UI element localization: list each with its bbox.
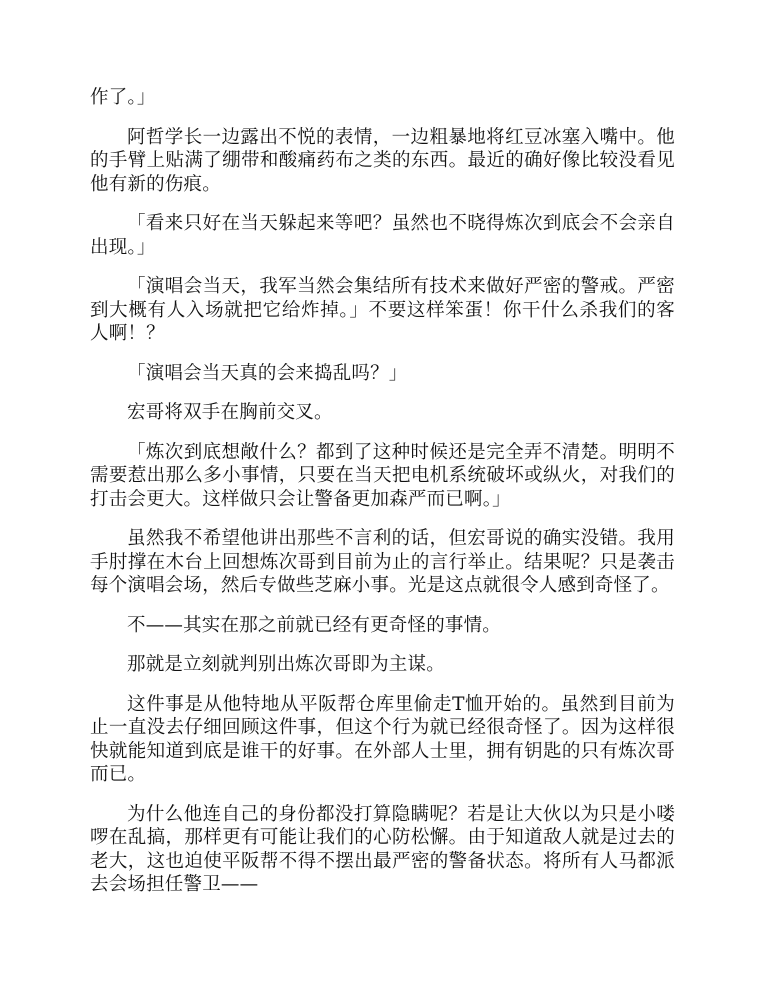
paragraph: 这件事是从他特地从平阪帮仓库里偷走T恤开始的。虽然到目前为止一直没去仔细回顾这件事，但这个行为就已经很奇怪了。因为这样很快就能知道到底是谁干的好事。在外部人士里，拥有钥匙的只有炼次哥而已。 [90,693,675,785]
paragraph: 「看来只好在当天躲起来等吧？虽然也不晓得炼次到底会不会亲自出现。」 [90,213,675,258]
paragraph: 「演唱会当天，我军当然会集结所有技术来做好严密的警戒。严密到大概有人入场就把它给炸掉。」不要这样笨蛋！你干什么杀我们的客人啊！？ [90,276,675,344]
paragraph: 作了。」 [90,87,156,108]
paragraph: 阿哲学长一边露出不悦的表情，一边粗暴地将红豆冰塞入嘴中。他的手臂上贴满了绷带和酸痛药布之类的东西。最近的确好像比较没看见他有新的伤痕。 [90,126,675,195]
paragraph: 「炼次到底想敞什么？都到了这种时候还是完全弄不清楚。明明不需要惹出那么多小事情，只要在当天把电机系统破坏或纵火，对我们的打击会更大。这样做只会让警备更加森严而已啊。」 [90,441,675,510]
paragraph: 虽然我不希望他讲出那些不言利的话，但宏哥说的确实没错。我用手肘撑在木台上回想炼次哥到目前为止的言行举止。结果呢？只是袭击每个演唱会场，然后专做些芝麻小事。光是这点就很令人感到奇怪了。 [90,528,675,596]
document-page [90,86,675,913]
paragraph: 「演唱会当天真的会来捣乱吗？」 [127,362,408,384]
paragraph: 为什么他连自己的身份都没打算隐瞒呢？若是让大伙以为只是小喽啰在乱搞，那样更有可能让我们的心防松懈。由于知道敌人就是过去的老大，这也迫使平阪帮不得不摆出最严密的警备状态。将所有人马都派去会场担任警卫—— [90,803,675,895]
paragraph: 不——其实在那之前就已经有更奇怪的事情。 [127,614,502,636]
paragraph: 那就是立刻就判别出炼次哥即为主谋。 [127,654,445,675]
paragraph: 宏哥将双手在胸前交叉。 [127,402,333,423]
